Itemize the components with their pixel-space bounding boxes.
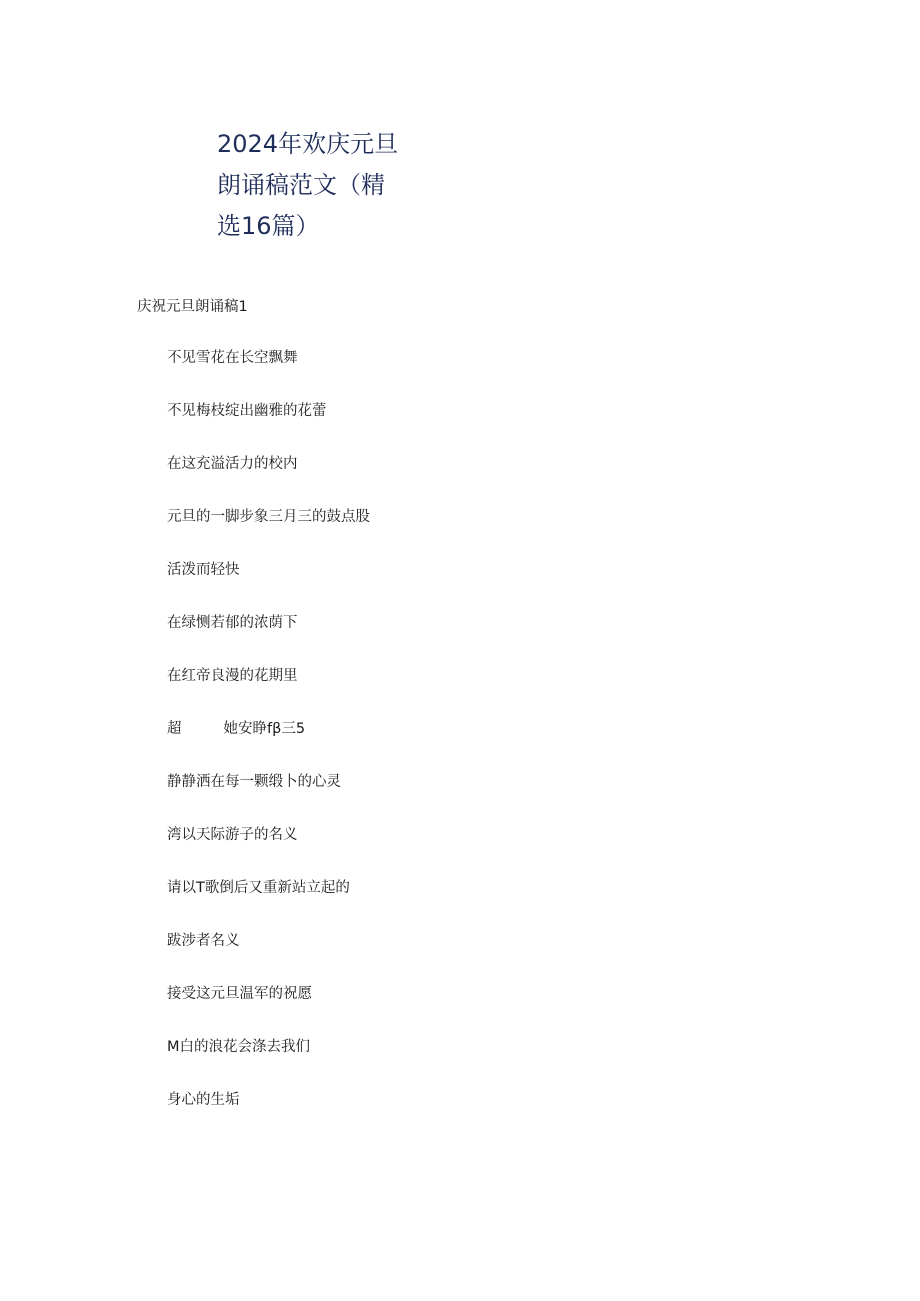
document-title — [217, 124, 417, 247]
title-line-1: 2024年欢庆元旦 — [217, 130, 399, 158]
poem-body — [167, 348, 370, 1143]
poem-line-1: 不见雪花在长空飘舞 — [167, 350, 298, 366]
poem-line-3: 在这充溢活力的校内 — [167, 456, 298, 472]
poem-line-8-head: 超 — [167, 721, 182, 737]
title-line-2: 朗诵稿范文（精 — [217, 171, 385, 199]
poem-line-7: 在红帝良漫的花期里 — [167, 668, 298, 684]
poem-line-8 — [167, 719, 370, 772]
poem-line-2: 不见梅枝绽出幽雅的花蕾 — [167, 403, 327, 419]
poem-line-13: 接受这元旦温军的祝愿 — [167, 986, 312, 1002]
poem-line-12: 跋涉者名义 — [167, 933, 240, 949]
poem-line-11: 请以T歌倒后又重新站立起的 — [167, 880, 350, 896]
poem-line-4: 元旦的一脚步象三月三的鼓点股 — [167, 509, 370, 525]
poem-line-9: 静静洒在每一颗缎卜的心灵 — [167, 774, 341, 790]
poem-line-10: 湾以天际游子的名义 — [167, 827, 298, 843]
poem-line-6: 在绿恻若郁的浓荫下 — [167, 615, 298, 631]
poem-line-5: 活泼而轻快 — [167, 562, 240, 578]
poem-line-8-tail: 她安睁fβ三5 — [223, 721, 306, 737]
title-line-3: 选16篇） — [217, 212, 320, 240]
poem-line-14: M白的浪花会涤去我们 — [167, 1039, 311, 1055]
section-heading: 庆祝元旦朗诵稿1 — [137, 299, 248, 315]
poem-line-15: 身心的生垢 — [167, 1092, 240, 1108]
